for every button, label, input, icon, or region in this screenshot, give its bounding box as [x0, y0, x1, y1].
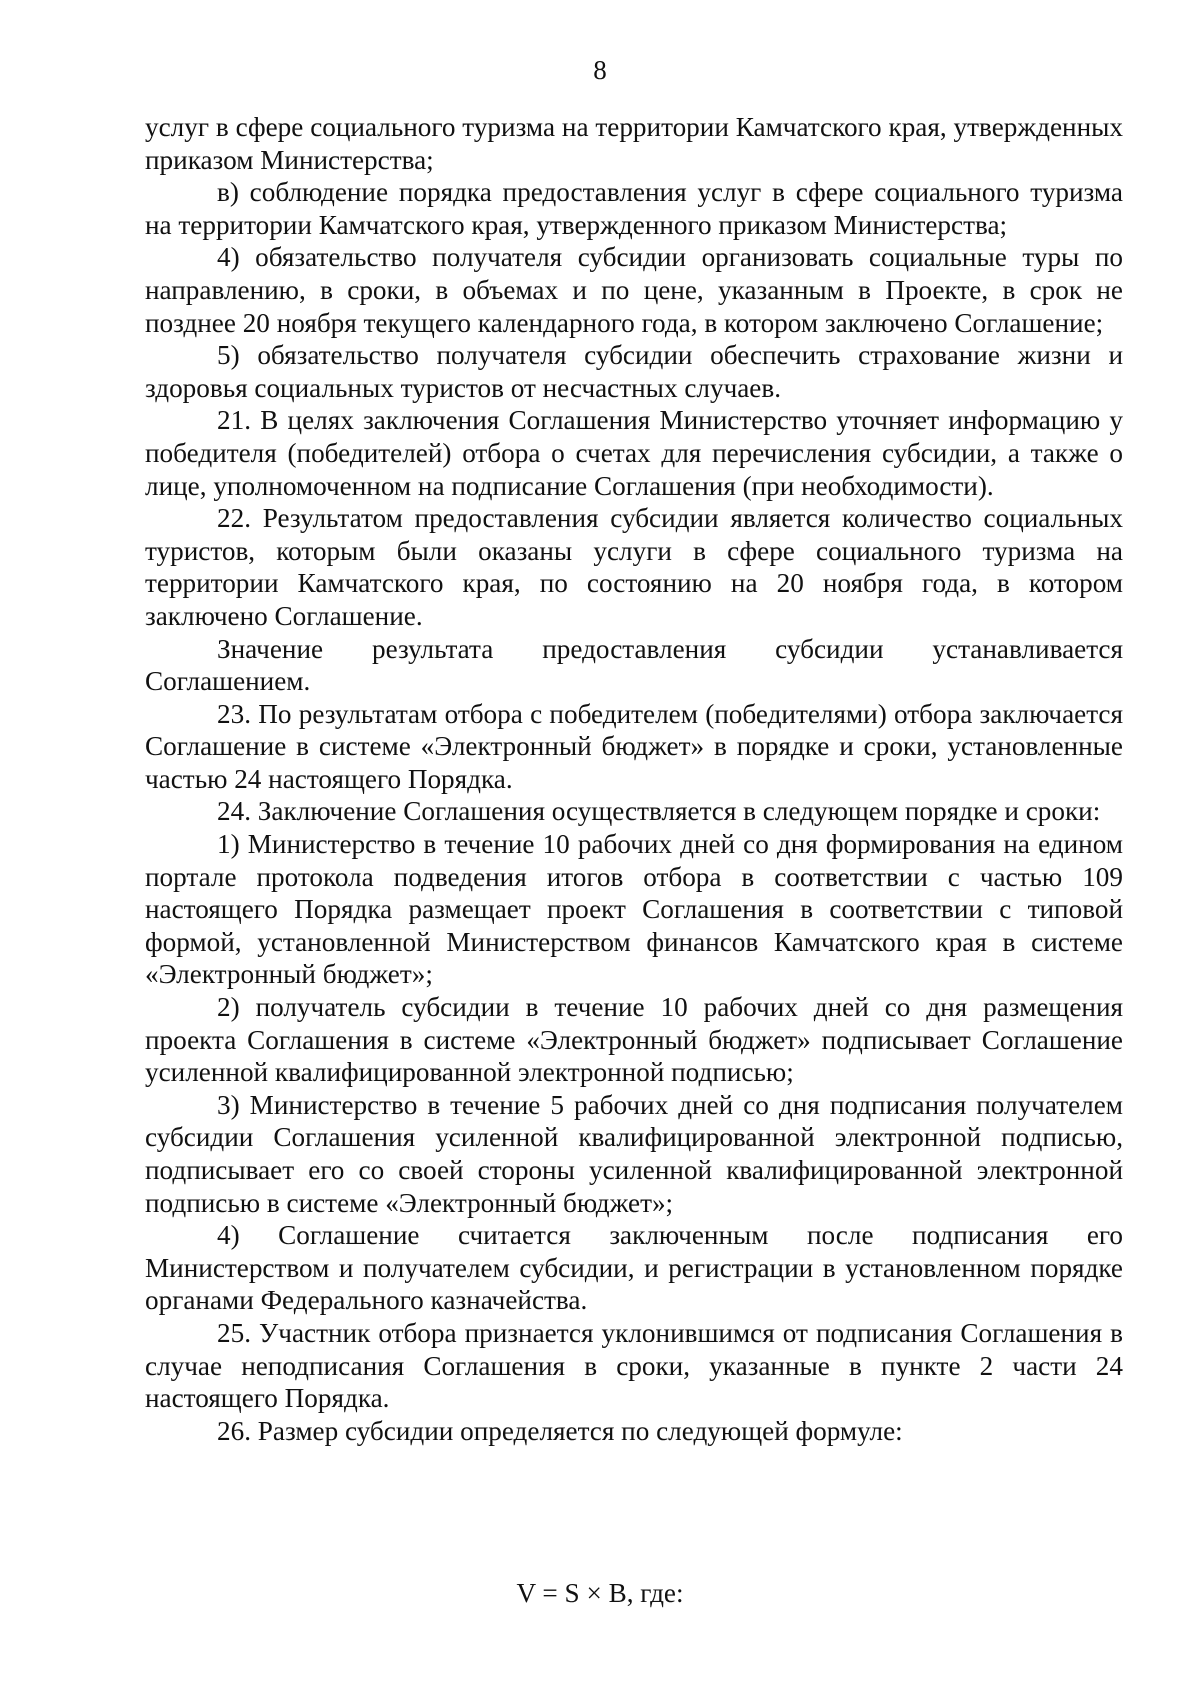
paragraph-11: 3) Министерство в течение 5 рабочих дней со дня подписания получателем субсидии Соглашения усиленной квалифицированной электронной подписью, подписывает его со своей стороны усиленной квалифицированной электронной подписью в системе «Электронный бюджет»; — [145, 1089, 1123, 1218]
paragraph-7: 23. По результатам отбора с победителем (победителями) отбора заключается Соглашение в системе «Электронный бюджет» в порядке и сроки, установленные частью 24 настоящего Порядка. — [145, 698, 1123, 794]
paragraph-1: в) соблюдение порядка предоставления услуг в сфере социального туризма на территории Камчатского края, утвержденного приказом Министерства; — [145, 177, 1123, 240]
paragraph-0: услуг в сфере социального туризма на территории Камчатского края, утвержденных приказом Министерства; — [145, 112, 1123, 175]
paragraph-6: Значение результата предоставления субсидии устанавливается Соглашением. — [145, 633, 1123, 697]
paragraph-10: 2) получатель субсидии в течение 10 рабочих дней со дня размещения проекта Соглашения в системе «Электронный бюджет» подписывает Соглашение усиленной квалифицированной электронной подписью; — [145, 992, 1123, 1088]
paragraph-14: 26. Размер субсидии определяется по следующей формуле: — [217, 1415, 903, 1446]
page-number: 8 — [593, 55, 607, 85]
paragraph-9: 1) Министерство в течение 10 рабочих дней со дня формирования на едином портале протокола подведения итогов отбора в соответствии с частью 109 настоящего Порядка размещает проект Соглашения в соответствии с типовой формой, установленной Министерством финансов Камчатского края в системе «Электронный бюджет»; — [145, 829, 1123, 990]
document-body — [145, 111, 1123, 1447]
paragraph-3: 5) обязательство получателя субсидии обеспечить страхование жизни и здоровья социальных туристов от несчастных случаев. — [145, 340, 1123, 403]
paragraph-5: 22. Результатом предоставления субсидии является количество социальных туристов, которым были оказаны услуги в сфере социального туризма на территории Камчатского края, по состоянию на 20 ноября года, в котором заключено Соглашение. — [145, 503, 1123, 631]
paragraph-12: 4) Соглашение считается заключенным после подписания его Министерством и получателем субсидии, и регистрации в установленном порядке органами Федерального казначейства. — [145, 1220, 1123, 1316]
subsidy-formula: V = S × B, где: — [516, 1578, 684, 1608]
paragraph-8: 24. Заключение Соглашения осуществляется в следующем порядке и сроки: — [217, 796, 1101, 827]
paragraph-13: 25. Участник отбора признается уклонившимся от подписания Соглашения в случае неподписания Соглашения в сроки, указанные в пункте 2 части 24 настоящего Порядка. — [145, 1317, 1123, 1414]
paragraph-4: 21. В целях заключения Соглашения Министерство уточняет информацию у победителя (победителей) отбора о счетах для перечисления субсидии, а также о лице, уполномоченном на подписание Соглашения (при необходимости). — [145, 405, 1123, 501]
paragraph-2: 4) обязательство получателя субсидии организовать социальные туры по направлению, в сроки, в объемах и по цене, указанным в Проекте, в срок не позднее 20 ноября текущего календарного года, в котором заключено Соглашение; — [145, 242, 1123, 338]
